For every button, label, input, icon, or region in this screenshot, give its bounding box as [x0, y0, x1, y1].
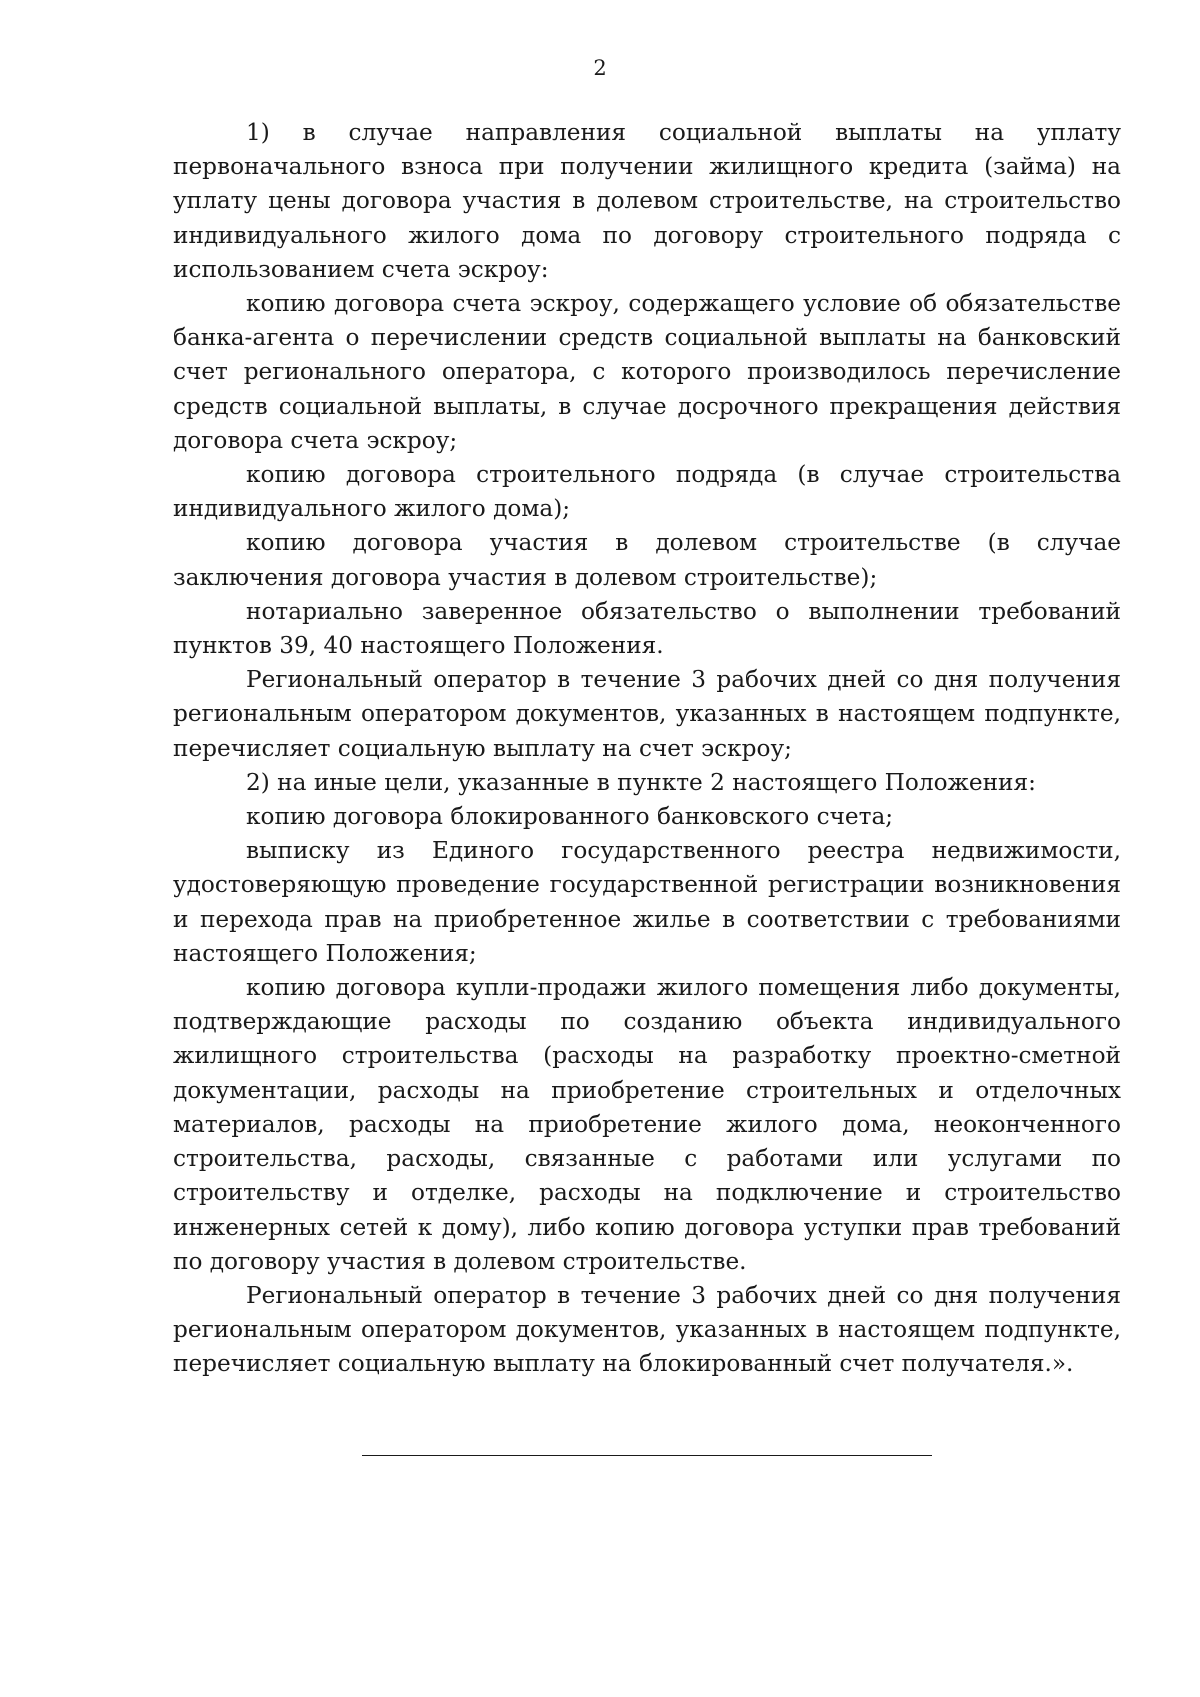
paragraph-blocked-account-contract-copy: копию договора блокированного банковского счета;	[246, 803, 894, 831]
paragraph-registry-extract: выписку из Единого государственного реестра недвижимости, удостоверяющую проведение государственной регистрации возникновения и перехода прав на приобретенное жилье в соответствии с требованиями настоящего Положения;	[173, 837, 1121, 967]
paragraph-construction-contract-copy: копию договора строительного подряда (в случае строительства индивидуального жилого дома);	[173, 461, 1121, 523]
paragraph-subitem-2-other-purposes: 2) на иные цели, указанные в пункте 2 настоящего Положения:	[246, 768, 1036, 796]
document-body	[173, 116, 1121, 1382]
paragraph-operator-transfer-escrow: Региональный оператор в течение 3 рабочих дней со дня получения региональным оператором документов, указанных в настоящем подпункте, перечисляет социальную выплату на счет эскроу;	[173, 666, 1121, 762]
paragraph-subitem-1-escrow: 1) в случае направления социальной выплаты на уплату первоначального взноса при получении жилищного кредита (займа) на уплату цены договора участия в долевом строительстве, на строительство индивидуального жилого дома по договору строительного подряда с использованием счета эскроу:	[173, 119, 1121, 283]
paragraph-purchase-contract-copy: копию договора купли-продажи жилого помещения либо документы, подтверждающие расходы по созданию объекта индивидуального жилищного строительства (расходы на разработку проектно-сметной документации, расходы на приобретение строительных и отделочных материалов, расходы на приобретение жилого дома, неоконченного строительства, расходы, связанные с работами или услугами по строительству и отделке, расходы на подключение и строительство инженерных сетей к дому), либо копию договора уступки прав требований по договору участия в долевом строительстве.	[173, 974, 1121, 1275]
paragraph-operator-transfer-blocked-account: Региональный оператор в течение 3 рабочих дней со дня получения региональным оператором документов, указанных в настоящем подпункте, перечисляет социальную выплату на блокированный счет получателя.».	[173, 1281, 1121, 1378]
page-number: 2	[593, 56, 607, 80]
paragraph-escrow-contract-copy: копию договора счета эскроу, содержащего условие об обязательстве банка-агента о перечислении средств социальной выплаты на банковский счет регионального оператора, с которого производилось перечисление средств социальной выплаты, в случае досрочного прекращения действия договора счета эскроу;	[173, 290, 1121, 454]
closing-divider-line	[362, 1455, 932, 1456]
paragraph-shared-construction-contract-copy: копию договора участия в долевом строительстве (в случае заключения договора участия в долевом строительстве);	[173, 529, 1121, 591]
paragraph-notarized-obligation: нотариально заверенное обязательство о выполнении требований пунктов 39, 40 настоящего Положения.	[173, 597, 1121, 660]
